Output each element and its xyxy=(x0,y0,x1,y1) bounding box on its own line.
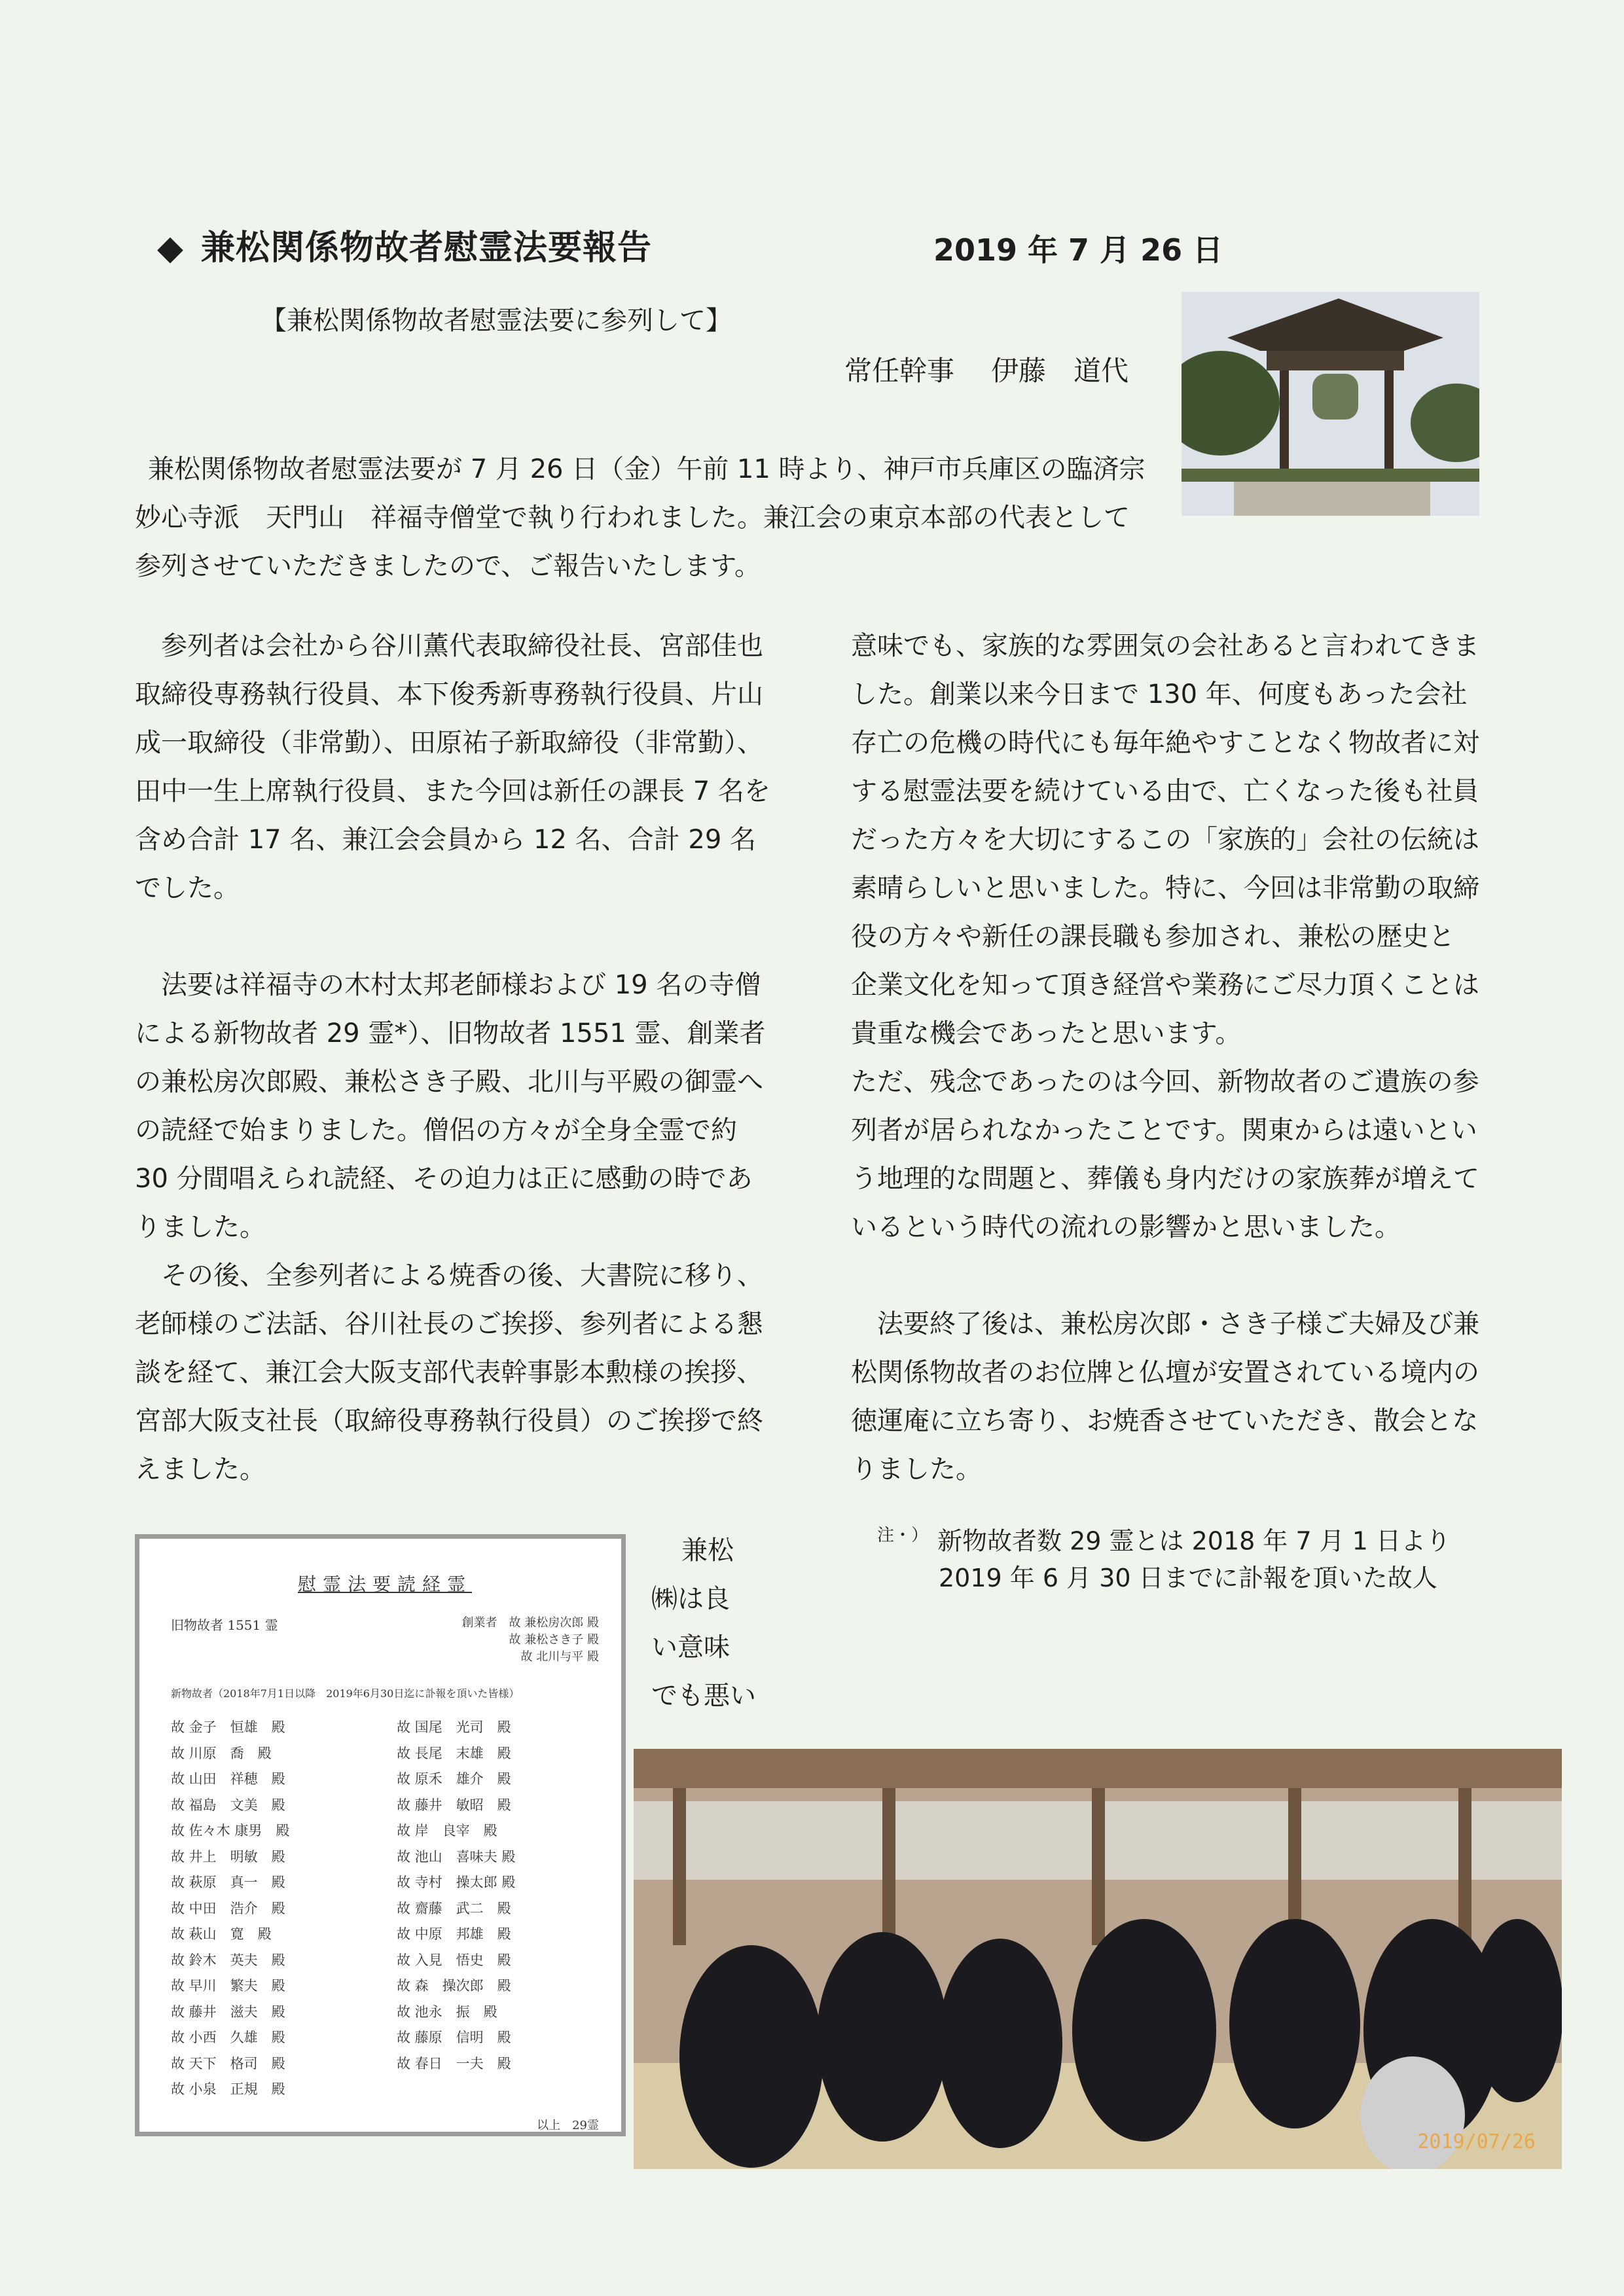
photo-timestamp: 2019/07/26 xyxy=(1417,2130,1536,2153)
scan-founder: 故 北川与平 殿 xyxy=(520,1650,599,1664)
aside-line: ㈱は良 xyxy=(651,1584,730,1614)
footnote-line-1: 新物故者数 29 霊とは 2018 年 7 月 1 日より xyxy=(937,1526,1451,1556)
memorial-list-scan xyxy=(135,1534,626,2136)
scan-name-entry: 故 岸 良宰 殿 xyxy=(397,1823,497,1839)
ceremony-hall-photo xyxy=(634,1749,1562,2169)
scan-founder: 故 兼松さき子 殿 xyxy=(509,1633,599,1647)
scan-name-entry: 故 藤原 信明 殿 xyxy=(397,2030,511,2045)
scan-name-entry: 故 鈴木 英夫 殿 xyxy=(171,1952,285,1968)
scan-name-entry: 故 寺村 操太郎 殿 xyxy=(397,1874,516,1890)
scan-title: 慰霊法要読経霊 xyxy=(297,1573,472,1595)
scan-name-entry: 故 藤井 敏昭 殿 xyxy=(397,1797,511,1813)
author-role: 常任幹事 xyxy=(844,355,955,387)
scan-name-entry: 故 長尾 末雄 殿 xyxy=(397,1745,511,1761)
scan-name-entry: 故 中原 邦雄 殿 xyxy=(397,1926,511,1942)
aside-line: い意味 xyxy=(651,1632,730,1662)
scan-name-entry: 故 森 操次郎 殿 xyxy=(397,1978,511,1994)
aside-line: 兼松 xyxy=(681,1535,734,1566)
page-title xyxy=(157,220,652,269)
scan-founders xyxy=(462,1615,599,1666)
scan-period: 新物故者（2018年7月1日以降 2019年6月30日迄に訃報を頂いた皆様） xyxy=(171,1687,520,1700)
scan-name-entry: 故 川原 喬 殿 xyxy=(171,1745,272,1761)
scan-name-entry: 故 池永 振 殿 xyxy=(397,2003,497,2020)
scan-name-entry: 故 早川 繁夫 殿 xyxy=(171,1978,285,1994)
page-title-text: 兼松関係物故者慰霊法要報告 xyxy=(201,228,653,268)
right-paragraph-3: 法要終了後は、兼松房次郎・さき子様ご夫婦及び兼松関係物故者のお位牌と仏壇が安置されている境内の徳運庵に立ち寄り、お焼香させていただき、散会となりました。 xyxy=(851,1309,1479,1484)
scan-name-entry: 故 金子 恒雄 殿 xyxy=(171,1719,285,1735)
scan-name-entry: 故 萩山 寛 殿 xyxy=(171,1926,272,1942)
scan-name-entry: 故 藤井 滋夫 殿 xyxy=(171,2003,285,2020)
report-subtitle: 【兼松関係物故者慰霊法要に参列して】 xyxy=(261,306,732,336)
right-column xyxy=(851,622,1479,1494)
right-paragraph-1: 意味でも、家族的な雰囲気の会社あると言われてきました。創業以来今日まで 130 年、何度もあった会社存亡の危機の時代にも毎年絶やすことなく物故者に対する慰霊法要を続けている由で、亡くなった後も社員だった方々を大切にするこの「家族的」会社の伝統は素晴らしいと思いました。特に、今回は非常勤の取締役の方々や新任の課長職も参加され、兼松の歴史と企業文化を知って頂き経営や業務にご尽力頂くことは貴重な機会であったと思います。 xyxy=(851,631,1479,1049)
scan-name-entry: 故 井上 明敏 殿 xyxy=(171,1848,285,1865)
scan-footer: 以上 29霊 xyxy=(537,2118,599,2132)
scan-name-entry: 故 中田 浩介 殿 xyxy=(171,1900,285,1916)
scan-name-entry: 故 天下 格司 殿 xyxy=(171,2055,285,2072)
scan-name-entry: 故 佐々木 康男 殿 xyxy=(171,1823,290,1839)
footnote-line-2: 2019 年 6 月 30 日までに訃報を頂いた故人 xyxy=(939,1563,1437,1592)
scan-name-entry: 故 春日 一夫 殿 xyxy=(397,2055,511,2072)
bell-tower-illustration xyxy=(1182,292,1479,516)
scan-founder: 創業者 故 兼松房次郎 殿 xyxy=(461,1616,599,1630)
left-paragraph-1: 参列者は会社から谷川薫代表取締役社長、宮部佳也取締役専務執行役員、本下俊秀新専務執行役員、片山成一取締役（非常勤）、田原祐子新取締役（非常勤）、田中一生上席執行役員、また今回は新任の課長 7 名を含め合計 17 名、兼江会会員から 12 名、合計 29 名でした。 xyxy=(135,631,770,903)
intro-paragraph xyxy=(135,445,1149,590)
author-line xyxy=(844,350,1128,389)
ceremony-illustration xyxy=(634,1749,1562,2169)
scan-name-entry: 故 齋藤 武二 殿 xyxy=(397,1900,511,1916)
scan-name-entry: 故 国尾 光司 殿 xyxy=(397,1719,511,1735)
footnote xyxy=(877,1517,1479,1596)
scan-name-entry: 故 原禾 雄介 殿 xyxy=(397,1771,511,1787)
footnote-mark: 注・） xyxy=(877,1526,929,1545)
scan-header xyxy=(171,1615,599,1666)
aside-line: でも悪い xyxy=(651,1681,756,1711)
bell-tower-photo xyxy=(1182,292,1479,516)
scan-old-count: 旧物故者 1551 霊 xyxy=(171,1617,278,1633)
scan-name-entry: 故 池山 喜味夫 殿 xyxy=(397,1848,516,1865)
scan-name-entry: 故 萩原 真一 殿 xyxy=(171,1874,285,1890)
scan-name-entry: 故 福島 文美 殿 xyxy=(171,1797,285,1813)
intro-text: 兼松関係物故者慰霊法要が 7 月 26 日（金）午前 11 時より、神戸市兵庫区の臨済宗妙心寺派 天門山 祥福寺僧堂で執り行われました。兼江会の東京本部の代表として参列させていただきましたので、ご報告いたします。 xyxy=(135,454,1146,581)
scan-name-entry: 故 入見 悟史 殿 xyxy=(397,1952,511,1968)
scan-name-entry: 故 山田 祥穂 殿 xyxy=(171,1771,285,1787)
scan-name-entry: 故 小泉 正規 殿 xyxy=(171,2081,285,2097)
report-date: 2019 年 7 月 26 日 xyxy=(933,232,1223,268)
right-paragraph-2: ただ、残念であったのは今回、新物故者のご遺族の参列者が居られなかったことです。関東からは遠いという地理的な問題と、葬儀も身内だけの家族葬が増えているという時代の流れの影響かと思いました。 xyxy=(851,1067,1479,1242)
scan-name-list xyxy=(171,1715,599,2103)
left-paragraph-2: 法要は祥福寺の木村太邦老師様および 19 名の寺僧による新物故者 29 霊*）、旧物故者 1551 霊、創業者の兼松房次郎殿、兼松さき子殿、北川与平殿の御霊への読経で始まりました。僧侶の方々が全身全霊で約 30 分間唱えられ読経、その迫力は正に感動の時でありました。 xyxy=(135,970,766,1242)
aside-text xyxy=(651,1526,769,1720)
scan-name-entry: 故 小西 久雄 殿 xyxy=(171,2030,285,2045)
scan-name-entry xyxy=(397,2077,599,2103)
left-column xyxy=(135,622,776,1494)
diamond-bullet-icon: ◆ xyxy=(157,228,184,268)
left-paragraph-3: その後、全参列者による焼香の後、大書院に移り、老師様のご法話、谷川社長のご挨拶、参列者による懇談を経て、兼江会大阪支部代表幹事影本勲様の挨拶、宮部大阪支社長（取締役専務執行役員）のご挨拶で終えました。 xyxy=(135,1261,763,1484)
author-name: 伊藤 道代 xyxy=(991,355,1129,387)
